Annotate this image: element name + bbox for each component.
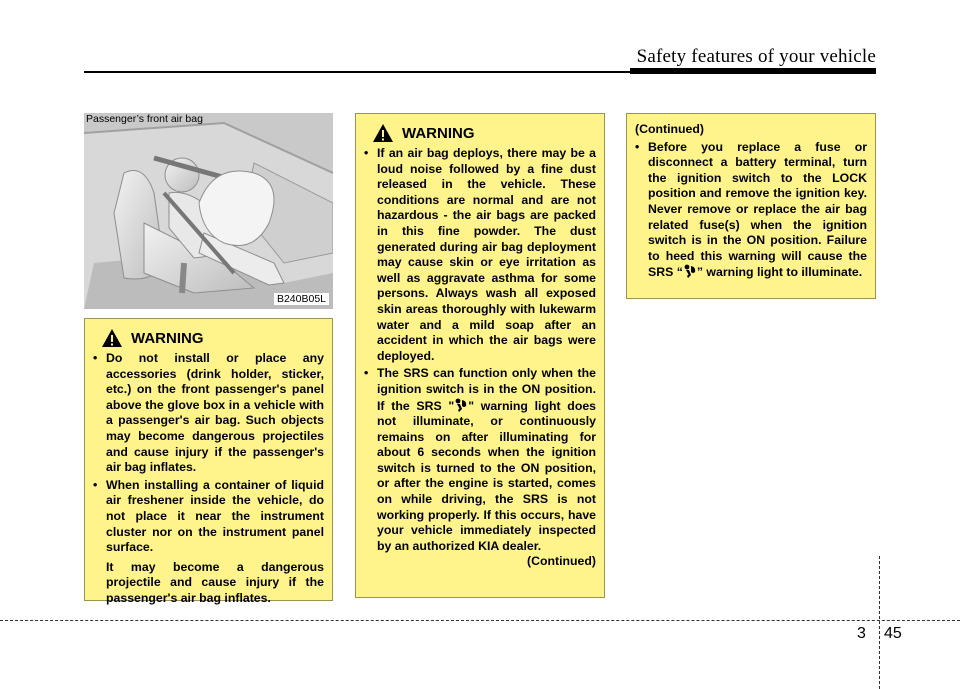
bullet-icon: • (635, 139, 640, 154)
section-title: Safety features of your vehicle (636, 46, 876, 67)
continued-label: (Continued) (635, 122, 704, 136)
header-rule-accent (630, 68, 876, 74)
warning-text-part: The SRS can function only when the ignition switch is in the ON position. If the SRS " (377, 366, 596, 413)
srs-airbag-icon (683, 264, 697, 279)
warning-text: When installing a container of liquid air freshener inside the vehicle, do not place it near the instrument cluster nor on the instrument panel surface. (106, 477, 324, 555)
chapter-number: 3 (857, 625, 866, 642)
continued-label: (Continued) (527, 554, 596, 569)
airbag-illustration (84, 113, 333, 309)
srs-airbag-icon (454, 398, 468, 413)
warning-text-part: Before you replace a fuse or disconnect a battery terminal, turn the ignition switch to the LOCK position and remove the ignition key. Never remove or replace the air bag related fuse(s) when the ignition switch is in the ON position. Failure to heed this warning will cause the SRS “ (648, 139, 867, 280)
list-item (635, 140, 867, 281)
warning-heading (372, 122, 596, 144)
warning-box-continued (626, 113, 876, 299)
list-item (93, 478, 324, 556)
warning-text: Do not install or place any accessories (drink holder, sticker, etc.) on the front passenger's panel above the glove box in a vehicle with a passenger's air bag. Such objects may become dangerous projectiles and cause injury if the passenger's air bag inflates. (106, 351, 324, 475)
list-item (364, 366, 596, 554)
footer-rule (0, 620, 960, 621)
bullet-icon: • (364, 146, 369, 160)
page-divider (879, 556, 880, 689)
bullet-icon: • (364, 366, 369, 381)
warning-text (648, 140, 867, 281)
list-item (364, 146, 596, 364)
figure-caption: Passenger’s front air bag (86, 113, 203, 125)
warning-box-deployment (355, 113, 605, 598)
warning-heading-text: WARNING (402, 124, 475, 142)
warning-box-accessories (84, 318, 333, 605)
list-item (93, 351, 324, 476)
warning-text: It may become a dangerous projectile and cause injury if the passenger's air bag inflates. (106, 559, 324, 605)
warning-heading (101, 327, 324, 349)
warning-text: If an air bag deploys, there may be a loud noise followed by a fine dust released in the vehicle. These conditions are normal and are not hazardous - the air bags are packed in this fine powder. The dust generated during air bag deployment may cause skin or eye irritation as well as aggravate asthma for some persons. Always wash all exposed skin areas thoroughly with lukewarm water and a mild soap after an accident in which the air bags were deployed. (377, 146, 596, 363)
page-number: 45 (884, 625, 902, 642)
warning-triangle-icon (372, 123, 394, 143)
warning-text-part: " warning light does not illuminate, or continuously remains on after illuminating for about 6 seconds when the ignition switch is turned to the ON position, or after the engine is started, comes on while driving, the SRS is not working properly. If this occurs, have your vehicle immediately inspected by an authorized KIA dealer. (377, 398, 597, 553)
warning-heading-text: WARNING (131, 329, 204, 347)
warning-text-part: ” warning light to illuminate. (696, 265, 863, 280)
bullet-icon: • (93, 477, 98, 492)
bullet-icon: • (93, 351, 98, 365)
airbag-illustration-drawing (84, 113, 333, 309)
warning-text (377, 366, 596, 554)
figure-code: B240B05L (274, 293, 329, 305)
warning-triangle-icon (101, 328, 123, 348)
